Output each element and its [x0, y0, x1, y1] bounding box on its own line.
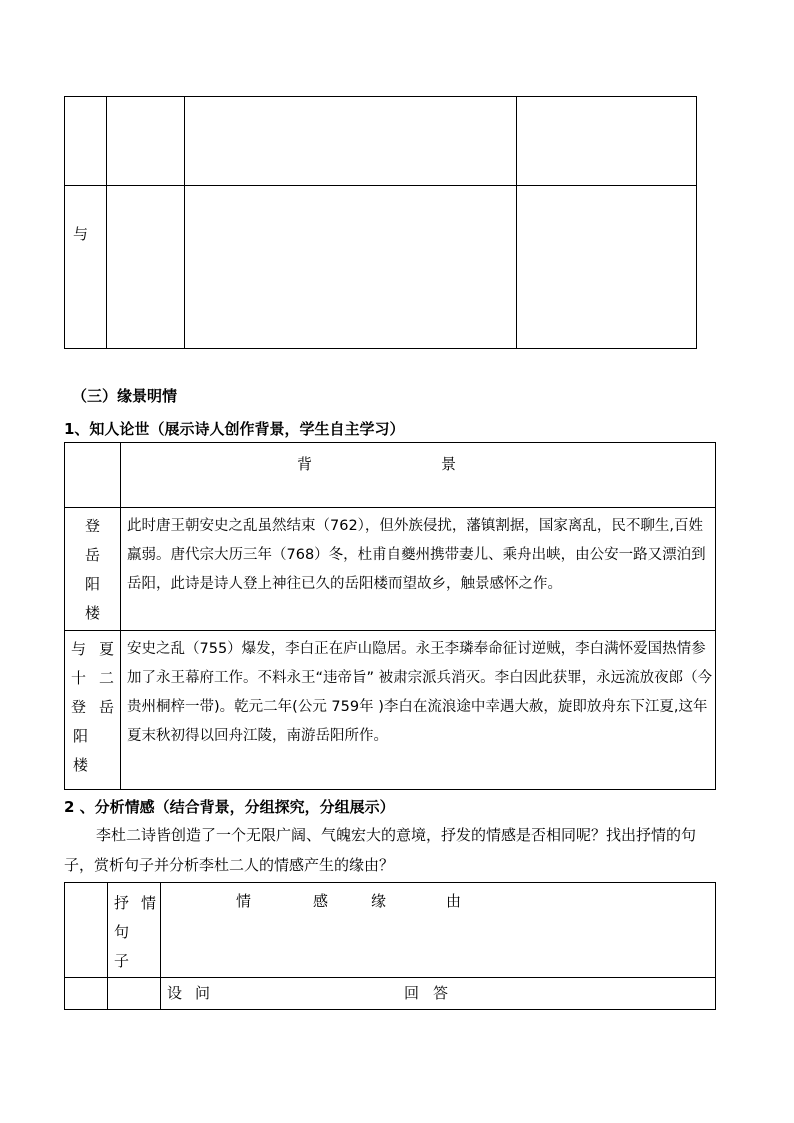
header-char: 子 [114, 952, 130, 970]
subsection-2-paragraph: 李杜二诗皆创造了一个无限广阔、气魄宏大的意境，抒发的情感是否相同呢？找出抒情的句子，赏析句子并分析李杜二人的情感产生的缘由？ [64, 826, 697, 874]
bg-row1-label-char: 登 [84, 517, 100, 535]
bg-row2-label-char: 十 [71, 669, 87, 687]
emotion-header-reason [161, 883, 716, 978]
answer-char: 回 [404, 984, 420, 1002]
header-char: 句 [114, 923, 130, 941]
bg-row2-label [65, 631, 121, 790]
emotion-header-sentence [108, 883, 161, 978]
top-table-cell [107, 97, 185, 186]
emotion-row-empty [65, 978, 108, 1010]
subsection-2-title: 2 、分析情感（结合背景，分组探究，分组展示） [64, 798, 395, 816]
top-table-cell [517, 97, 697, 186]
question-char: 设 [167, 984, 183, 1002]
bg-row1-text-cell [121, 508, 716, 631]
question-char: 问 [195, 984, 211, 1002]
header-char: 缘 [371, 892, 387, 910]
bg-header-empty [65, 443, 121, 508]
bg-row2-label-char: 岳 [98, 698, 114, 716]
bg-row2-text: 安史之乱（755）爆发，李白正在庐山隐居。永王李璘奉命征讨逆贼，李白满怀爱国热情参加了永王幕府工作。不料永王“违帝旨” 被肃宗派兵消灭。李白因此获罪，永远流放夜郎（今贵州桐梓一带)。乾元二年(公元 759年 )李白在流浪途中幸遇大赦，旋即放舟东下江夏,这年夏末秋初得以回舟江陵，南游岳阳所作。 [127, 641, 713, 744]
bg-row1-label-char: 楼 [84, 604, 100, 622]
emotion-table [64, 882, 716, 1010]
header-char: 抒 [114, 894, 130, 912]
bg-row2-label-char: 登 [71, 698, 87, 716]
bg-header-char-1: 背 [297, 455, 313, 473]
background-table [64, 442, 716, 790]
bg-row2-label-char: 阳 [73, 727, 89, 745]
subsection-1-title: 1、知人论世（展示诗人创作背景，学生自主学习） [64, 420, 405, 438]
header-char: 感 [313, 892, 329, 910]
top-table-cell [185, 186, 517, 349]
row-label-text: 与 [73, 225, 89, 243]
answer-char: 答 [433, 984, 449, 1002]
bg-row2-label-char: 楼 [73, 756, 89, 774]
bg-row1-label [65, 508, 121, 631]
emotion-header-empty [65, 883, 108, 978]
section-title: （三）缘景明情 [72, 387, 178, 405]
header-char: 由 [446, 892, 462, 910]
top-table-cell [517, 186, 697, 349]
bg-row1-text: 此时唐王朝安史之乱虽然结束（762），但外族侵扰，藩镇割据，国家离乱，民不聊生,百姓羸弱。唐代宗大历三年（768）冬，杜甫自夔州携带妻儿、乘舟出峡，由公安一路又漂泊到岳阳，此诗是诗人登上神往已久的岳阳楼而望故乡，触景感怀之作。 [127, 518, 706, 592]
emotion-row-empty [108, 978, 161, 1010]
bg-row2-label-char: 与 [71, 640, 87, 658]
bg-header-cell [121, 443, 716, 508]
bg-row1-label-char: 阳 [84, 575, 100, 593]
top-table-row-label [65, 186, 107, 349]
header-char: 情 [140, 894, 156, 912]
top-table-cell [65, 97, 107, 186]
header-char: 情 [236, 892, 252, 910]
top-table [64, 96, 697, 349]
top-table-cell [185, 97, 517, 186]
emotion-row-qa [161, 978, 716, 1010]
bg-row1-label-char: 岳 [84, 546, 100, 564]
top-table-cell [107, 186, 185, 349]
bg-header-char-2: 景 [441, 455, 457, 473]
bg-row2-text-cell [121, 631, 716, 790]
bg-row2-label-char: 二 [98, 669, 114, 687]
bg-row2-label-char: 夏 [98, 640, 114, 658]
